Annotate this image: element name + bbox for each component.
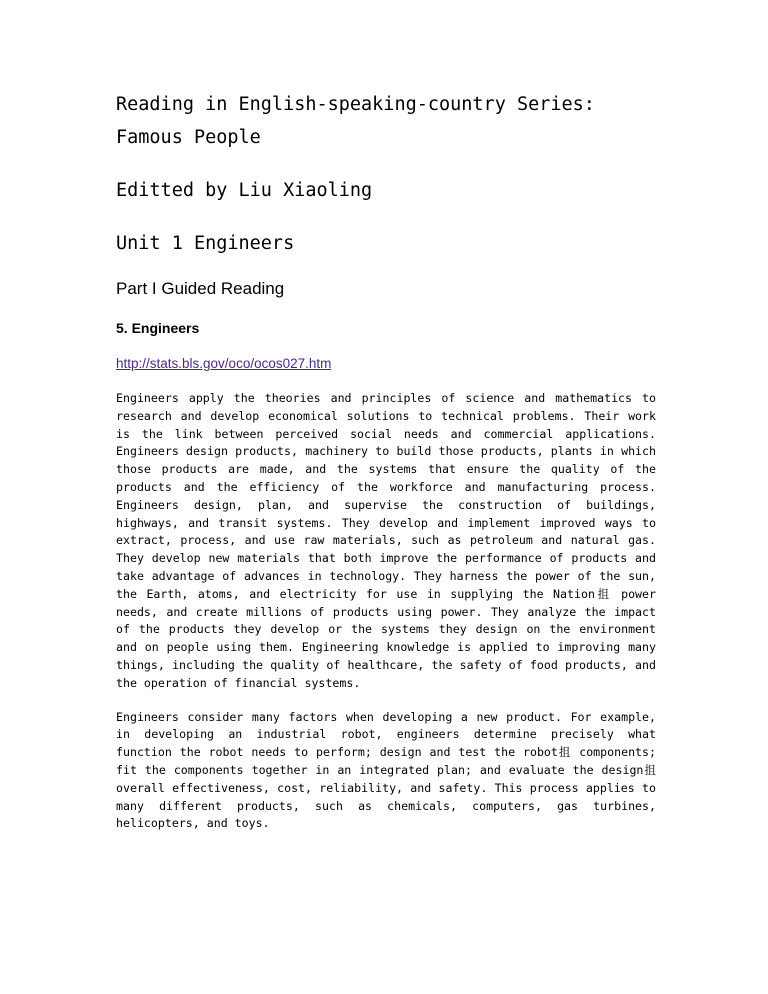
- unit-title: Unit 1 Engineers: [116, 233, 295, 254]
- section-heading: 5. Engineers: [116, 320, 200, 336]
- editor-line: Editted by Liu Xiaoling: [116, 180, 373, 201]
- series-title: Reading in English-speaking-country Series: Famous People: [116, 94, 595, 148]
- source-link[interactable]: http://stats.bls.gov/oco/ocos027.htm: [116, 356, 332, 371]
- body-paragraph: Engineers apply the theories and principles of science and mathematics to research and develop economical solutions to technical problems. Their work is the link between perceived social needs and commercial applications. Engineers design products, machinery to build those products, plants in which those products are made, and the systems that ensure the quality of the products and the efficiency of the workforce and manufacturing process. Engineers design, plan, and supervise the construction of buildings, highways, and transit systems. They develop and implement improved ways to extract, process, and use raw materials, such as petroleum and natural gas. They develop new materials that both improve the performance of products and take advantage of advances in technology. They harness the power of the sun, the Earth, atoms, and electricity for use in supplying the Nation抯 power needs, and create millions of products using power. They analyze the impact of the products they develop or the systems they design on the environment and on people using them. Engineering knowledge is applied to improving many things, including the quality of healthcare, the safety of food products, and the operation of financial systems.: [116, 391, 656, 690]
- body-paragraph: Engineers consider many factors when developing a new product. For example, in developing an industrial robot, engineers determine precisely what function the robot needs to perform; design and test the robot抯 components; fit the components together in an integrated plan; and evaluate the design抯 overall effectiveness, cost, reliability, and safety. This process applies to many different products, such as chemicals, computers, gas turbines, helicopters, and toys.: [116, 709, 656, 831]
- document-body: [116, 88, 656, 833]
- part-heading: Part I Guided Reading: [116, 279, 285, 298]
